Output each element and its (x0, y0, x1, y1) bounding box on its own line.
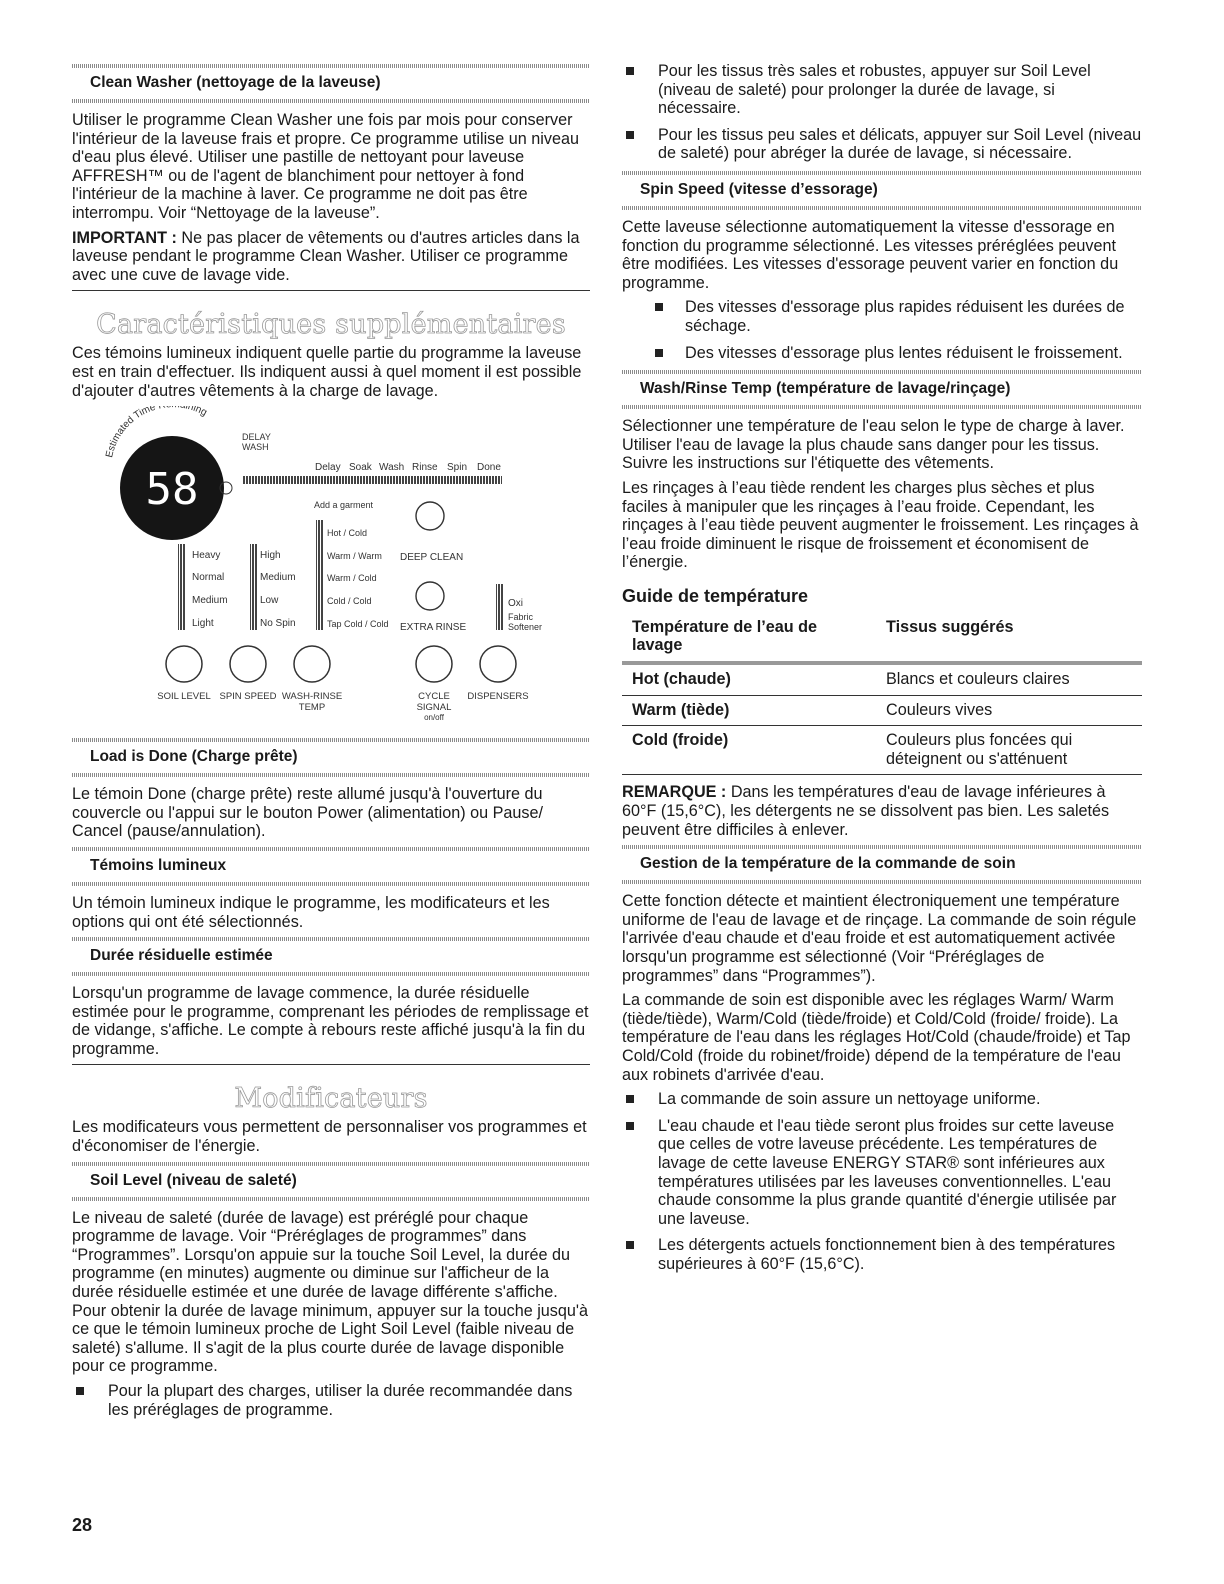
temp-bar (316, 520, 324, 630)
table-row (622, 663, 1142, 695)
section-rule (72, 290, 590, 291)
right-column (622, 62, 1142, 1282)
list-item: L'eau chaude et l'eau tiède seront plus froides sur cette laveuse que celles de votre laveuse précédente. Les températures de lavage de cette laveuse ENERGY STAR® sont inférieures aux températures utilisées par les laveuses conventionnelles. L'eau chaude consomme la plus grande quantité d'énergie utilisée par une laveuse. (622, 1117, 1142, 1229)
spin-low: Low (260, 595, 279, 607)
table-header-fabric: Tissus suggérés (876, 613, 1142, 663)
load-done-heading: Load is Done (Charge prête) (72, 738, 590, 777)
table-header-temp: Température de l’eau de lavage (622, 613, 876, 663)
table-cell: Couleurs plus foncées qui déteignent ou s'atténuent (876, 726, 1142, 775)
dispenser-fabric: Fabric (508, 612, 534, 623)
page-number: 28 (72, 1515, 93, 1535)
clean-washer-important: IMPORTANT : Ne pas placer de vêtements ou d'autres articles dans la laveuse pendant le programme Clean Washer. Utiliser ce programme avec une cuve de lavage vide. (72, 228, 580, 284)
soil-level-button-label: SOIL LEVEL (157, 691, 211, 703)
soil-normal: Normal (192, 572, 225, 584)
spin-high: High (260, 550, 281, 562)
stage-spin: Spin (447, 462, 468, 474)
temperature-guide-title: Guide de température (622, 585, 809, 606)
spin-speed-button-label: SPIN SPEED (219, 691, 277, 703)
cycle-signal-button-icon (416, 646, 452, 682)
wash-rinse-button-label: WASH-RINSE (281, 691, 343, 703)
features-title: Caractéristiques supplémentaires (96, 309, 566, 341)
temp-warm-cold: Warm / Cold (327, 573, 377, 584)
stage-delay: Delay (315, 462, 341, 474)
time-display-digits: 58 (145, 464, 199, 516)
deep-clean-icon (416, 502, 444, 530)
clean-washer-body: Utiliser le programme Clean Washer une fois par mois pour conserver l'intérieur de la laveuse frais et propre. Ce programme utilise un niveau d'eau plus élevé. Utiliser une pastille de nettoyant pour laveuse AFFRESH™ ou de l'agent de blanchiment pour nettoyer à fond l'intérieur de la machine à laver. Ce programme ne doit pas être interrompu. Voir “Nettoyage de la laveuse”. (72, 111, 579, 222)
duree-body: Lorsqu'un programme de lavage commence, la durée résiduelle estimée pour le programme, comprenant les périodes de remplissage et de vidange, s'affiche. Le compte à rebours reste affiché jusqu'à la fin du programme. (72, 984, 589, 1058)
spin-speed-bullets (622, 298, 1142, 362)
temp-tap-cold: Tap Cold / Cold (327, 619, 389, 630)
table-header-row (622, 613, 1142, 663)
temp-hot-cold: Hot / Cold (327, 528, 368, 539)
table-row (622, 695, 1142, 726)
soil-level-button-icon (166, 646, 202, 682)
temperature-guide-table (622, 613, 1142, 776)
temp-warm-warm: Warm / Warm (327, 551, 382, 562)
stage-wash: Wash (379, 462, 405, 474)
list-item: Des vitesses d'essorage plus lentes réduisent le froissement. (622, 344, 1142, 363)
soil-level-heading: Soil Level (niveau de saleté) (72, 1162, 590, 1201)
list-item: La commande de soin assure un nettoyage uniforme. (622, 1090, 1142, 1109)
deep-clean-label: DEEP CLEAN (400, 552, 464, 564)
table-cell: Couleurs vives (876, 695, 1142, 726)
extra-rinse-icon (416, 582, 444, 610)
temoins-heading: Témoins lumineux (72, 847, 590, 886)
soil-level-bullets (72, 1382, 590, 1419)
spin-speed-heading: Spin Speed (vitesse d’essorage) (622, 171, 1142, 210)
dispenser-oxi: Oxi (508, 598, 523, 610)
spin-speed-button-icon (230, 646, 266, 682)
list-item: Pour la plupart des charges, utiliser la durée recommandée dans les préréglages de programme. (72, 1382, 590, 1419)
table-row (622, 726, 1142, 775)
soil-medium: Medium (192, 595, 228, 607)
dispenser-bar (496, 584, 504, 630)
time-remaining-arc-label: Estimated Time ining (104, 406, 209, 459)
stage-progress-bar (242, 476, 502, 484)
gestion-p1: Cette fonction détecte et maintient électroniquement une température uniforme de l'eau de lavage et de rinçage. La commande de soin régule l'arrivée d'eau chaude et d'eau froide et est automatiquement activée lorsqu'un programme est sélectionné (Voir “Préréglages de programmes” dans “Programmes”). (622, 892, 1137, 985)
dispensers-button-label: DISPENSERS (467, 691, 529, 703)
wash-rinse-temp-button-icon (294, 646, 330, 682)
stage-done: Done (477, 462, 501, 474)
soil-light: Light (192, 618, 214, 630)
extra-rinse-label: EXTRA RINSE (400, 622, 467, 634)
spin-speed-bar (250, 544, 258, 630)
spin-speed-body: Cette laveuse sélectionne automatiquement la vitesse d'essorage en fonction du programme sélectionné. Les vitesses préréglées peuvent être modifiées. Les vitesses d'essorage peuvent varier en fonction du programme. (622, 217, 1119, 292)
left-column (72, 62, 590, 1427)
features-intro: Ces témoins lumineux indiquent quelle partie du programme la laveuse est en train d'effectuer. Ils indiquent aussi à quel moment il est possible d'ajouter d'autres vêtements à la charge de lavage. (72, 344, 582, 400)
delay-wash-label-2: WASH (242, 442, 269, 453)
clean-washer-heading: Clean Washer (nettoyage de la laveuse) (72, 64, 590, 103)
temp-cold-cold: Cold / Cold (327, 596, 372, 607)
list-item: Pour les tissus très sales et robustes, appuyer sur Soil Level (niveau de saleté) pour prolonger la durée de lavage, si nécessaire. (622, 62, 1142, 118)
cycle-button-label: CYCLE (418, 691, 450, 703)
list-item: Des vitesses d'essorage plus rapides réduisent les durées de séchage. (622, 298, 1142, 335)
wash-rinse-p1: Sélectionner une température de l'eau selon le type de charge à laver. Utiliser l'eau de lavage la plus chaude sans danger pour les tissus. Suivre les instructions sur l'étiquette des vêtements. (622, 417, 1125, 473)
table-cell: Hot (chaude) (622, 663, 876, 695)
stage-soak: Soak (349, 462, 372, 474)
temp-button-label: TEMP (298, 702, 326, 714)
soil-level-bar (178, 544, 186, 630)
table-cell: Cold (froide) (622, 726, 876, 775)
section-rule (72, 1064, 590, 1065)
signal-button-label: SIGNAL (416, 702, 452, 714)
list-item: Les détergents actuels fonctionnement bien à des températures supérieures à 60°F (15,6°C). (622, 1236, 1142, 1273)
dispensers-button-icon (480, 646, 516, 682)
temoins-body: Un témoin lumineux indique le programme, les modificateurs et les options qui ont été sélectionnés. (72, 893, 550, 931)
soil-level-more-bullets (622, 62, 1142, 163)
table-cell: Blancs et couleurs claires (876, 663, 1142, 695)
spin-no-spin: No Spin (260, 618, 296, 630)
dispenser-softener: Softener (508, 622, 543, 633)
control-panel-illustration (72, 406, 590, 736)
wash-rinse-p2: Les rinçages à l’eau tiède rendent les charges plus sèches et plus faciles à manipuler que les rinçages à l’eau froide. Cependant, les rinçages à l’eau tiède peuvent augmenter le froissement. Les rinçages à l’eau froide diminuent le risque de froissement et économisent de l’énergie. (622, 478, 1139, 572)
table-cell: Warm (tiède) (622, 695, 876, 726)
add-garment-label: Add a garment (314, 500, 374, 511)
gestion-heading: Gestion de la température de la commande de soin (622, 845, 1142, 884)
gestion-bullets (622, 1090, 1142, 1273)
load-done-body: Le témoin Done (charge prête) reste allumé jusqu'à l'ouverture du couvercle ou l'appui sur le bouton Power (alimentation) ou Pause/ Cancel (pause/annulation). (72, 785, 544, 841)
delay-wash-label-1: DELAY (242, 432, 271, 443)
gestion-p2: La commande de soin est disponible avec les réglages Warm/ Warm (tiède/tiède), Warm/Cold (tiède/froide) et Cold/Cold (froide/ froide). La température de l'eau dans les réglages Hot/Cold (chaude/froide) et Tap Cold/Cold (froide du robinet/froide) dépend de la température de l'eau aux robinets d'arrivée d'eau. (622, 991, 1131, 1084)
stage-rinse: Rinse (412, 462, 438, 474)
soil-level-body: Le niveau de saleté (durée de lavage) est préréglé pour chaque programme de lavage. Voir “Préréglages de programmes” dans “Programmes”. Lorsqu'on appuie sur la touche Soil Level, la durée du programme (en minutes) augmente ou diminue sur l'afficheur de la durée résiduelle estimée et une durée de lavage différente s'affiche. Pour obtenir la durée de lavage minimum, appuyer sur la touche jusqu'à ce que le témoin lumineux proche de Light Soil Level (faible niveau de saleté) s'allume. Il s'agit de la plus courte durée de lavage disponible pour ce programme. (72, 1208, 588, 1376)
soil-heavy: Heavy (192, 550, 221, 562)
spin-medium: Medium (260, 572, 296, 584)
list-item: Pour les tissus peu sales et délicats, appuyer sur Soil Level (niveau de saleté) pour abréger la durée de lavage, si nécessaire. (622, 126, 1142, 163)
temperature-note: REMARQUE : Dans les températures d'eau de lavage inférieures à 60°F (15,6°C), les détergents ne se dissolvent pas bien. Les saletés peuvent être difficiles à enlever. (622, 783, 1110, 839)
wash-rinse-heading: Wash/Rinse Temp (température de lavage/rinçage) (622, 370, 1142, 409)
modificateurs-title: Modificateurs (234, 1083, 428, 1115)
on-off-label: on/off (424, 713, 444, 723)
duree-heading: Durée résiduelle estimée (72, 937, 590, 976)
modificateurs-intro: Les modificateurs vous permettent de personnaliser vos programmes et d'économiser de l'énergie. (72, 1118, 587, 1156)
